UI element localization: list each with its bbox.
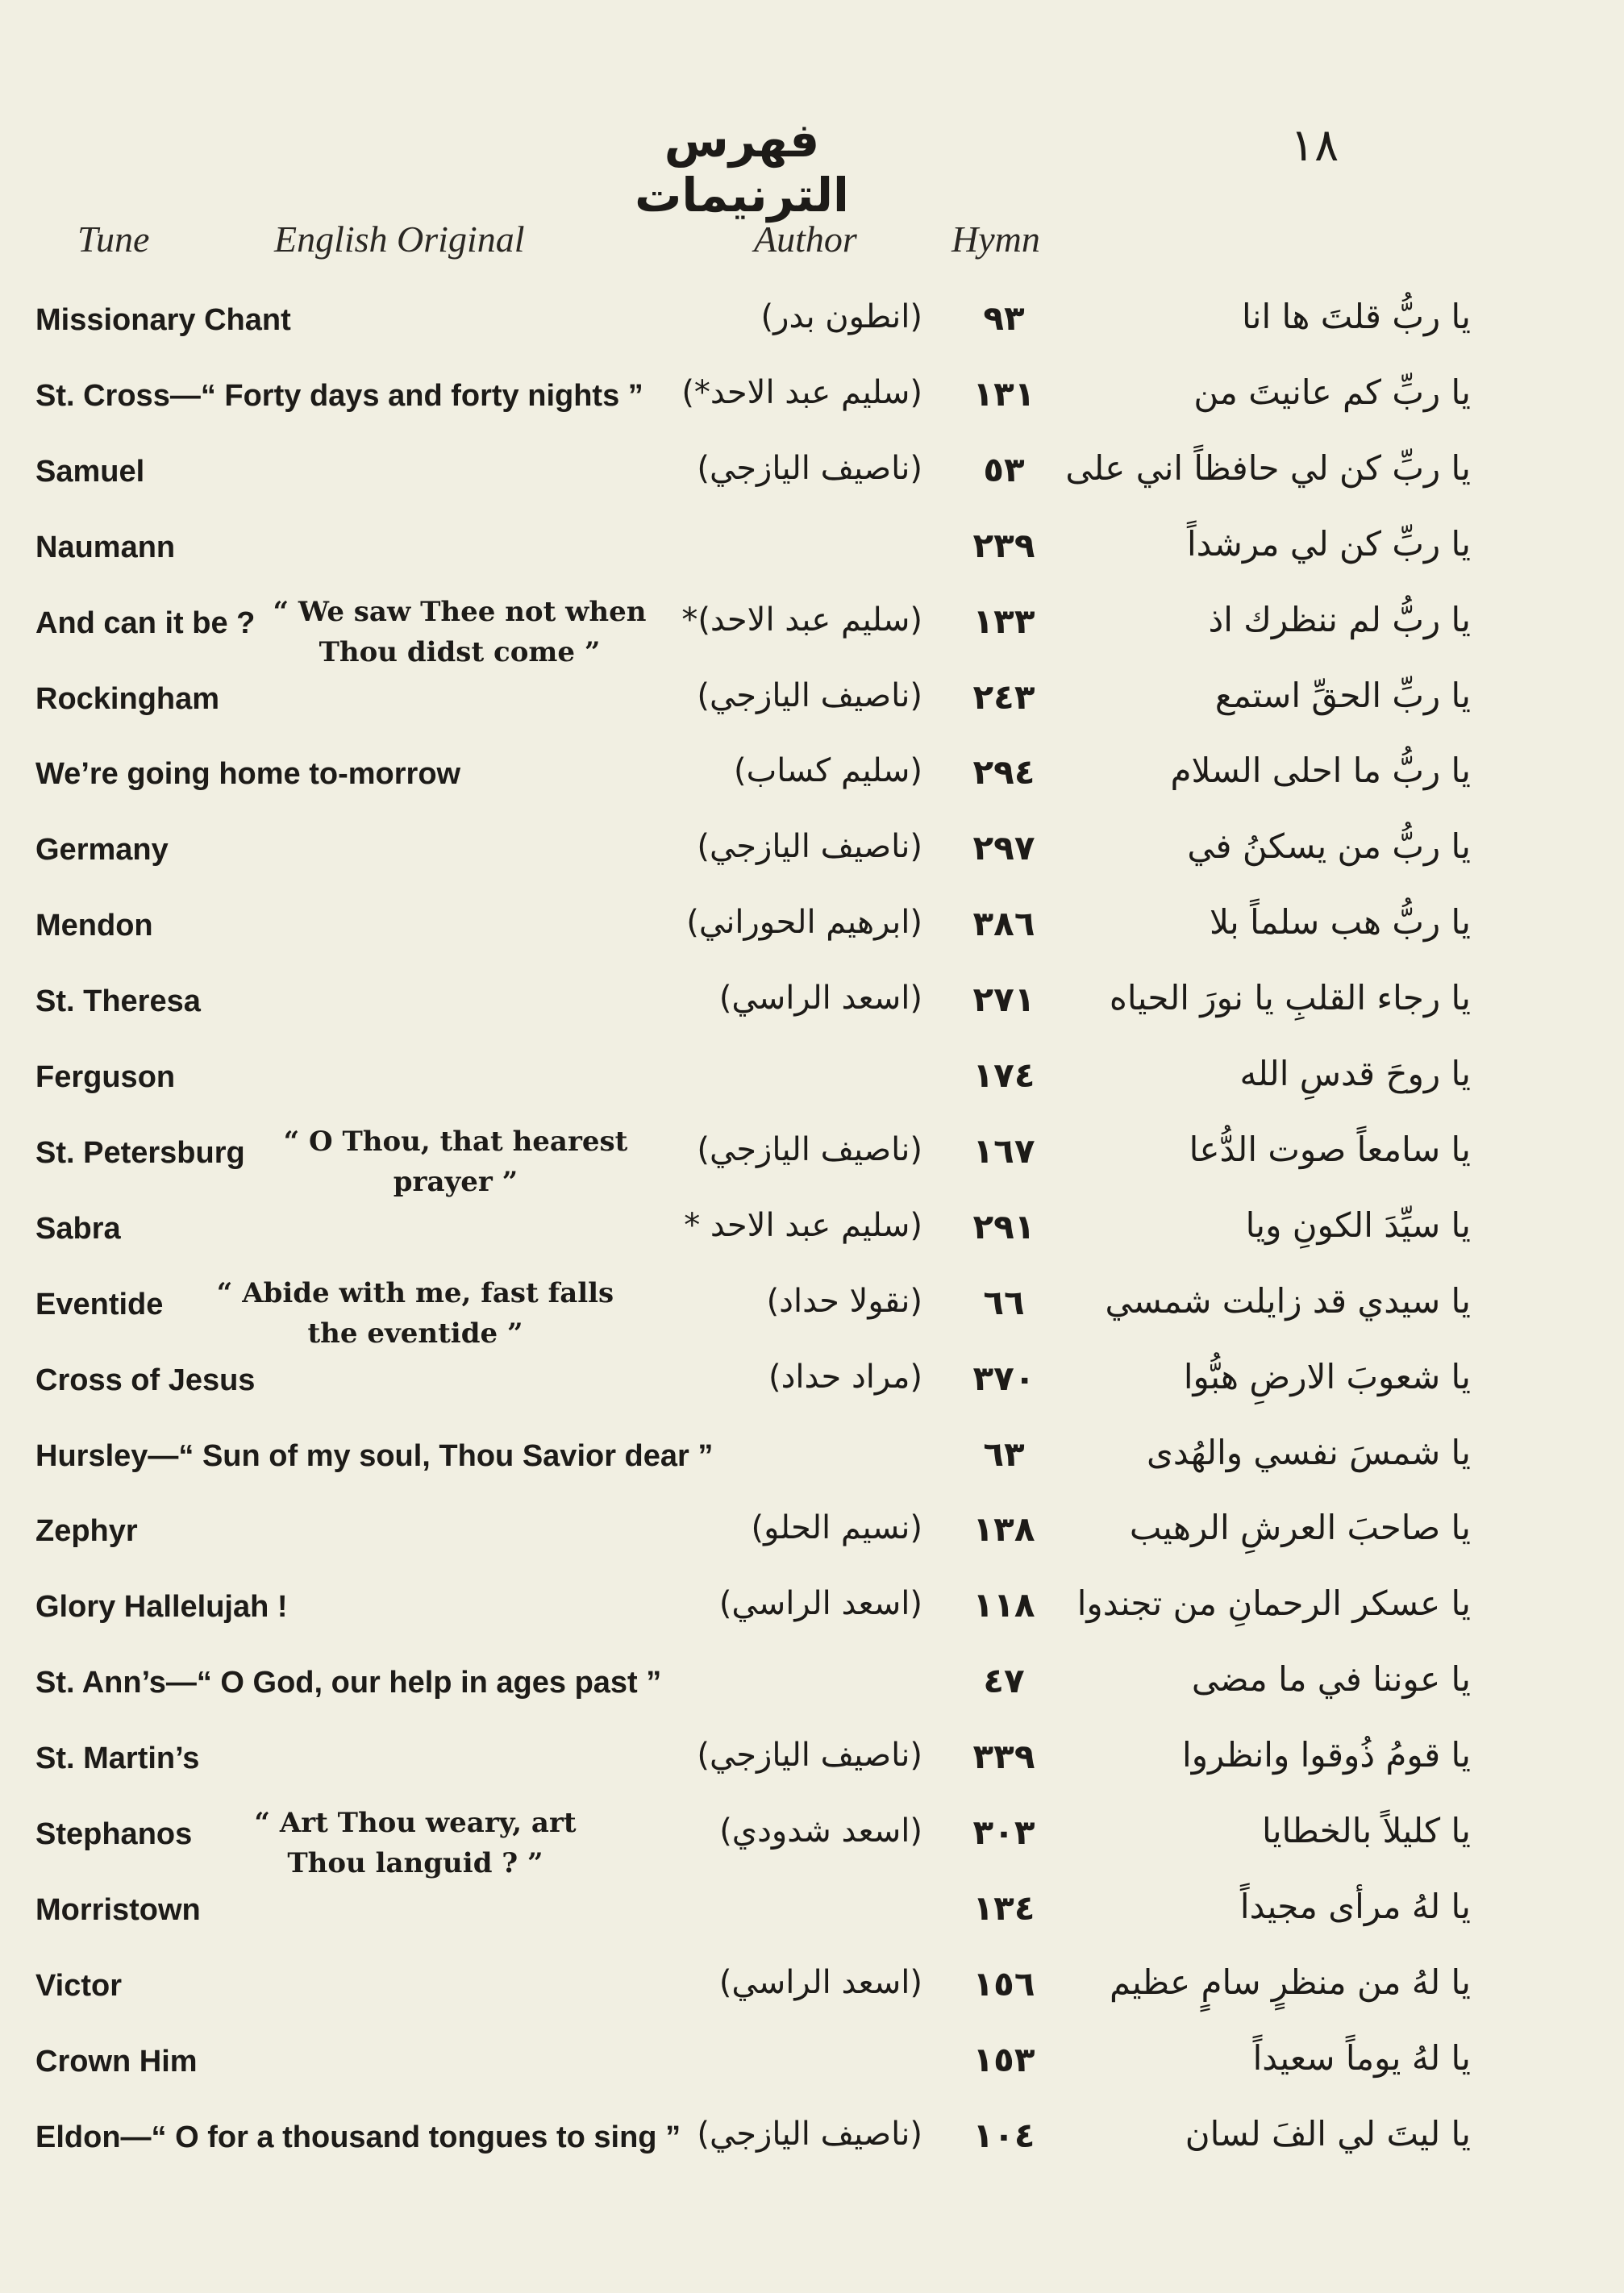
- author: (نسيم الحلو): [751, 1509, 922, 1547]
- arabic-first-line: يا سامعاً صوت الدُّعا: [1189, 1129, 1471, 1169]
- arabic-first-line: يا روحَ قدسِ الله: [1239, 1054, 1471, 1093]
- hymn-number: ٢٩٤: [972, 752, 1035, 793]
- author: (اسعد شدودي): [719, 1812, 922, 1850]
- author: (اسعد الراسي): [718, 1963, 922, 2001]
- table-row: [0, 289, 1624, 364]
- table-row: [0, 743, 1624, 818]
- table-row: [0, 894, 1624, 970]
- table-row: [0, 1273, 1624, 1349]
- arabic-first-line: يا رجاء القلبِ يا نورَ الحياه: [1109, 978, 1471, 1018]
- tune-name: Zephyr: [35, 1514, 138, 1549]
- hymn-number: ٢٩٧: [972, 828, 1035, 868]
- english-original: “ Abide with me, fast falls the eventide ”: [216, 1276, 614, 1350]
- arabic-first-line: يا صاحبَ العرشِ الرهيب: [1129, 1508, 1471, 1548]
- table-row: [0, 1575, 1624, 1651]
- tune-name: Eventide: [35, 1287, 164, 1321]
- hymn-number: ١٥٦: [972, 1963, 1035, 2004]
- table-row: [0, 818, 1624, 894]
- hymn-number: ٦٣: [983, 1434, 1025, 1474]
- table-row: [0, 592, 1624, 668]
- hymn-number: ١٣٣: [972, 601, 1035, 641]
- column-header-english-original: English Original: [274, 218, 525, 260]
- tune-name: St. Petersburg: [35, 1135, 245, 1170]
- author: (نقولا حداد): [766, 1282, 922, 1320]
- arabic-first-line: يا شمسَ نفسي والهُدى: [1147, 1432, 1471, 1472]
- hymn-number: ١٣٤: [972, 1887, 1035, 1928]
- hymn-number: ٣٣٩: [972, 1737, 1035, 1777]
- table-row: [0, 1879, 1624, 1954]
- hymn-number: ٣٠٣: [972, 1812, 1035, 1852]
- hymn-number: ١٣١: [972, 373, 1035, 414]
- arabic-first-line: يا لهُ يوماً سعيداً: [1252, 2037, 1471, 2078]
- table-row: [0, 516, 1624, 592]
- english-original: “ Art Thou weary, art Thou languid ? ”: [254, 1807, 577, 1879]
- arabic-first-line: يا ربِّ الحقِّ استمع: [1214, 675, 1471, 715]
- tune-name: Germany: [35, 833, 169, 868]
- table-row: [0, 1197, 1624, 1273]
- tune-name: Eldon—“ O for a thousand tongues to sing ”: [35, 2120, 681, 2154]
- hymn-number: ١٥٣: [972, 2039, 1035, 2079]
- tune-name: Stephanos: [35, 1817, 193, 1851]
- arabic-first-line: يا لهُ من منظرٍ سامٍ عظيم: [1110, 1962, 1471, 2002]
- arabic-first-line: يا ربُّ لم ننظرك اذ: [1208, 599, 1471, 639]
- table-row: [0, 1803, 1624, 1879]
- column-header-author: Author: [754, 218, 857, 260]
- hymn-number: ٥٣: [983, 449, 1025, 489]
- author: (انطون بدر): [760, 298, 922, 335]
- hymn-number: ٤٧: [983, 1661, 1025, 1701]
- table-row: [0, 1122, 1624, 1197]
- tune-name: St. Martin’s: [35, 1742, 200, 1776]
- arabic-first-line: يا كليلاً بالخطايا: [1262, 1811, 1471, 1850]
- tune-name: We’re going home to-morrow: [35, 757, 461, 792]
- tune-name: St. Cross—“ Forty days and forty nights ”: [35, 378, 643, 413]
- table-row: [0, 1500, 1624, 1575]
- author: (ناصيف اليازجي): [697, 2115, 922, 2153]
- author: (ناصيف اليازجي): [697, 1737, 922, 1775]
- arabic-first-line: يا ربِّ كم عانيتَ من: [1193, 372, 1471, 412]
- author: (سليم عبد الاحد*): [681, 373, 922, 411]
- table-row: [0, 2106, 1624, 2182]
- hymn-number: ٩٣: [983, 298, 1025, 338]
- tune-name: St. Ann’s—“ O God, our help in ages past ”: [35, 1666, 662, 1700]
- column-header-hymn: Hymn: [951, 218, 1040, 260]
- arabic-first-line: يا ربُّ من يسكنُ في: [1187, 826, 1471, 867]
- hymn-number: ٢٣٩: [972, 525, 1035, 565]
- table-row: [0, 1425, 1624, 1500]
- arabic-first-line: يا ليتَ لي الفَ لسان: [1185, 2113, 1471, 2154]
- tune-name: Missionary Chant: [35, 303, 291, 337]
- hymn-number: ١٣٨: [972, 1509, 1035, 1550]
- hymn-number: ١٧٤: [972, 1055, 1035, 1095]
- author: (ناصيف اليازجي): [697, 449, 922, 487]
- tune-name: Sabra: [35, 1211, 121, 1246]
- table-row: [0, 1727, 1624, 1803]
- arabic-first-line: يا عسكر الرحمانِ من تجندوا: [1076, 1583, 1471, 1624]
- table-row: [0, 1651, 1624, 1727]
- english-original: “ O Thou, that hearest prayer ”: [283, 1125, 628, 1198]
- author: (ناصيف اليازجي): [697, 1130, 922, 1168]
- arabic-first-line: يا ربُّ هب سلماً بلا: [1209, 902, 1471, 943]
- tune-name: St. Theresa: [35, 984, 201, 1019]
- arabic-first-line: يا سيِّدَ الكونِ ويا: [1245, 1205, 1471, 1245]
- tune-name: Crown Him: [35, 2044, 198, 2079]
- hymn-number: ٣٧٠: [972, 1358, 1035, 1398]
- table-row: [0, 970, 1624, 1046]
- arabic-first-line: يا ربِّ كن لي حافظاً اني على: [1065, 447, 1471, 488]
- tune-name: Rockingham: [35, 681, 220, 716]
- tune-name: And can it be ?: [35, 606, 256, 640]
- page-number: ١٨: [1290, 119, 1339, 172]
- arabic-first-line: يا سيدي قد زايلت شمسي: [1105, 1280, 1471, 1321]
- hymn-number: ١٦٧: [972, 1130, 1035, 1171]
- arabic-first-line: يا شعوبَ الارضِ هبُّوا: [1183, 1356, 1471, 1396]
- tune-name: Morristown: [35, 1892, 201, 1927]
- author: (ناصيف اليازجي): [697, 828, 922, 866]
- hymn-number: ٣٨٦: [972, 904, 1035, 944]
- table-row: [0, 2030, 1624, 2106]
- arabic-first-line: يا قومُ ذُوقوا وانظروا: [1182, 1735, 1471, 1775]
- table-row: [0, 1349, 1624, 1425]
- tune-name: Samuel: [35, 454, 145, 489]
- page-title: فهرس الترنيمات: [635, 113, 849, 223]
- author: (ناصيف اليازجي): [697, 676, 922, 714]
- arabic-first-line: يا ربُّ قلتَ ها انا: [1241, 297, 1471, 336]
- tune-name: Cross of Jesus: [35, 1363, 256, 1397]
- table-row: [0, 1954, 1624, 2030]
- table-row: [0, 440, 1624, 516]
- hymn-number: ٦٦: [983, 1282, 1025, 1322]
- hymn-number: ١٠٤: [972, 2115, 1035, 2155]
- hymn-number: ٢٧١: [972, 980, 1035, 1020]
- tune-name: Ferguson: [35, 1060, 176, 1094]
- table-row: [0, 668, 1624, 743]
- author: (ابرهيم الحوراني): [686, 904, 922, 942]
- hymn-number: ٢٤٣: [972, 676, 1035, 717]
- author: (سليم عبد الاحد)*: [681, 601, 922, 639]
- column-header-tune: Tune: [77, 218, 150, 260]
- author: (سليم كساب): [734, 752, 922, 790]
- author: (اسعد الراسي): [718, 980, 922, 1017]
- arabic-first-line: يا ربِّ كن لي مرشداً: [1186, 523, 1471, 564]
- table-row: [0, 364, 1624, 440]
- arabic-first-line: يا عوننا في ما مضى: [1191, 1659, 1471, 1700]
- tune-name: Victor: [35, 1968, 123, 2003]
- arabic-first-line: يا ربُّ ما احلى السلام: [1170, 751, 1471, 791]
- tune-name: Glory Hallelujah !: [35, 1590, 288, 1625]
- tune-name: Naumann: [35, 530, 176, 564]
- tune-name: Hursley—“ Sun of my soul, Thou Savior dear ”: [35, 1438, 714, 1473]
- english-original: “ We saw Thee not when Thou didst come ”: [273, 595, 647, 668]
- author: (مراد حداد): [768, 1358, 922, 1396]
- arabic-first-line: يا لهُ مرأى مجيداً: [1239, 1886, 1471, 1926]
- table-row: [0, 1046, 1624, 1122]
- author: (سليم عبد الاحد *: [684, 1206, 922, 1244]
- tune-name: Mendon: [35, 909, 153, 943]
- author: (اسعد الراسي): [718, 1585, 922, 1623]
- hymn-number: ١١٨: [972, 1585, 1035, 1625]
- hymn-number: ٢٩١: [972, 1206, 1035, 1246]
